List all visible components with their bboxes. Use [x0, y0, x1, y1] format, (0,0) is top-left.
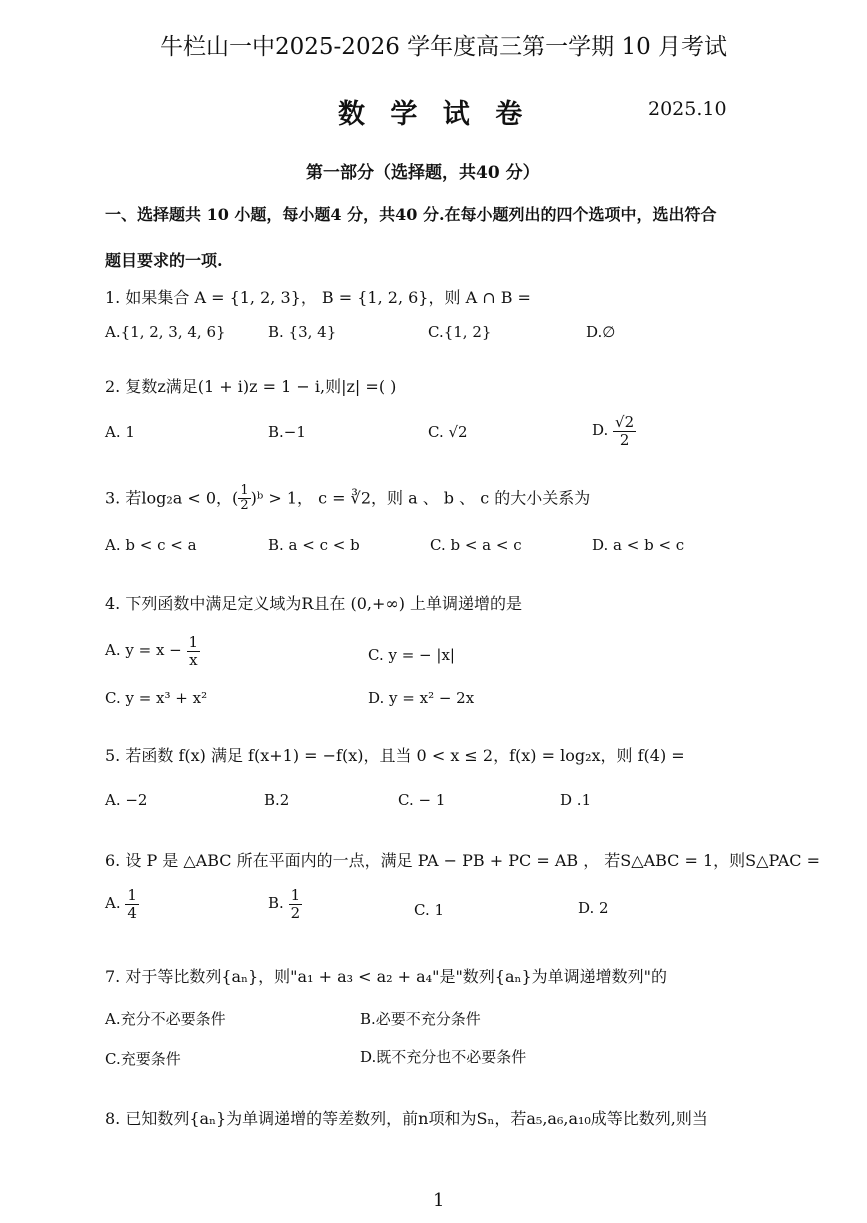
fraction-denominator: 2: [240, 498, 249, 514]
question-6-option-b: [268, 887, 302, 921]
question-6-stem: 6. 设 P 是 △ABC 所在平面内的一点，满足 PA − PB + PC = AB ， 若S△ABC = 1，则S△PAC =: [105, 851, 821, 870]
question-2-option-a: A. 1: [105, 423, 135, 441]
question-1-option-c: C.{1, 2}: [428, 323, 492, 341]
question-7-option-c: C.充要条件: [105, 1050, 181, 1068]
question-5-stem: 5. 若函数 f(x) 满足 f(x+1) = −f(x)，且当 0 < x ≤ 2，f(x) = log₂x，则 f(4) =: [105, 746, 685, 765]
question-4-stem: 4. 下列函数中满足定义域为R且在 (0,+∞) 上单调递增的是: [105, 594, 523, 613]
fraction-numerator: 1: [290, 886, 301, 904]
fraction-numerator: 1: [188, 633, 199, 651]
question-2-option-b: B.−1: [268, 423, 306, 441]
question-6-option-b-prefix: B.: [268, 894, 284, 912]
question-1-option-a: A.{1, 2, 3, 4, 6}: [105, 323, 226, 341]
question-2-option-d-fraction: [613, 414, 636, 448]
fraction-numerator: 1: [240, 483, 249, 498]
question-6-option-c: C. 1: [414, 901, 445, 919]
question-1-option-d: D.∅: [586, 323, 616, 341]
part-heading: 第一部分（选择题，共40 分）: [306, 163, 540, 183]
question-2-option-d-prefix: D.: [592, 421, 609, 439]
question-6-option-a-prefix: A.: [105, 894, 121, 912]
question-2-option-d: [592, 414, 636, 448]
question-7-option-d: D.既不充分也不必要条件: [360, 1048, 527, 1066]
question-5-option-a: A. −2: [105, 791, 148, 809]
question-3-option-c: C. b < a < c: [430, 536, 522, 554]
question-4-option-a-fraction: [187, 634, 201, 668]
question-3-stem-part-a: 3. 若log₂a < 0，(: [105, 488, 239, 508]
question-2-stem: 2. 复数z满足(1 + i)z = 1 − i,则|z| =( ): [105, 377, 397, 396]
fraction-numerator: 1: [127, 886, 137, 904]
question-1-option-b: B. {3, 4}: [268, 323, 337, 341]
question-4-option-a-prefix: A. y = x −: [105, 641, 182, 659]
question-3-stem-part-b: )ᵇ > 1， c = ∛2，则 a 、 b 、 c 的大小关系为: [250, 488, 591, 508]
fraction-denominator: x: [189, 650, 198, 669]
question-4-option-b: C. y = − |x|: [368, 646, 455, 664]
page-number: 1: [433, 1190, 445, 1211]
question-2-option-c: C. √2: [428, 423, 468, 441]
question-5-option-c: C. − 1: [398, 791, 446, 809]
question-6-option-b-fraction: [289, 887, 303, 921]
question-5-option-b: B.2: [264, 791, 290, 809]
fraction-denominator: 2: [290, 903, 301, 922]
question-4-option-c: C. y = x³ + x²: [105, 689, 208, 707]
question-1-stem: 1. 如果集合 A = {1, 2, 3}， B = {1, 2, 6}，则 A ∩ B =: [105, 288, 531, 307]
question-3-stem: [105, 484, 590, 514]
fraction-denominator: 4: [127, 903, 137, 922]
question-4-option-a: [105, 634, 200, 668]
exam-date: 2025.10: [648, 98, 727, 120]
question-7-option-a: A.充分不必要条件: [105, 1010, 226, 1028]
page-title: 数 学 试 卷: [338, 99, 531, 130]
question-5-option-d: D .1: [560, 791, 592, 809]
question-4-option-d: D. y = x² − 2x: [368, 689, 475, 707]
question-3-option-d: D. a < b < c: [592, 536, 685, 554]
question-3-option-b: B. a < c < b: [268, 536, 360, 554]
question-6-option-d: D. 2: [578, 899, 609, 917]
question-3-fraction: [238, 484, 250, 514]
instructions-line-1: 一、选择题共 10 小题，每小题4 分，共40 分.在每小题列出的四个选项中，选出符合: [105, 205, 717, 224]
question-7-stem: 7. 对于等比数列{aₙ}，则"a₁ + a₃ < a₂ + a₄"是"数列{aₙ}为单调递增数列"的: [105, 967, 667, 986]
question-3-option-a: A. b < c < a: [105, 536, 197, 554]
fraction-denominator: 2: [619, 430, 630, 449]
instructions-line-2: 题目要求的一项.: [105, 251, 223, 270]
fraction-numerator: √2: [615, 413, 635, 431]
exam-header: 牛栏山一中2025-2026 学年度高三第一学期 10 月考试: [160, 34, 728, 60]
question-6-option-a-fraction: [125, 887, 139, 921]
question-7-option-b: B.必要不充分条件: [360, 1010, 481, 1028]
question-6-option-a: [105, 887, 139, 921]
question-8-stem: 8. 已知数列{aₙ}为单调递增的等差数列，前n项和为Sₙ，若a₅,a₆,a₁₀成等比数列,则当: [105, 1109, 708, 1128]
